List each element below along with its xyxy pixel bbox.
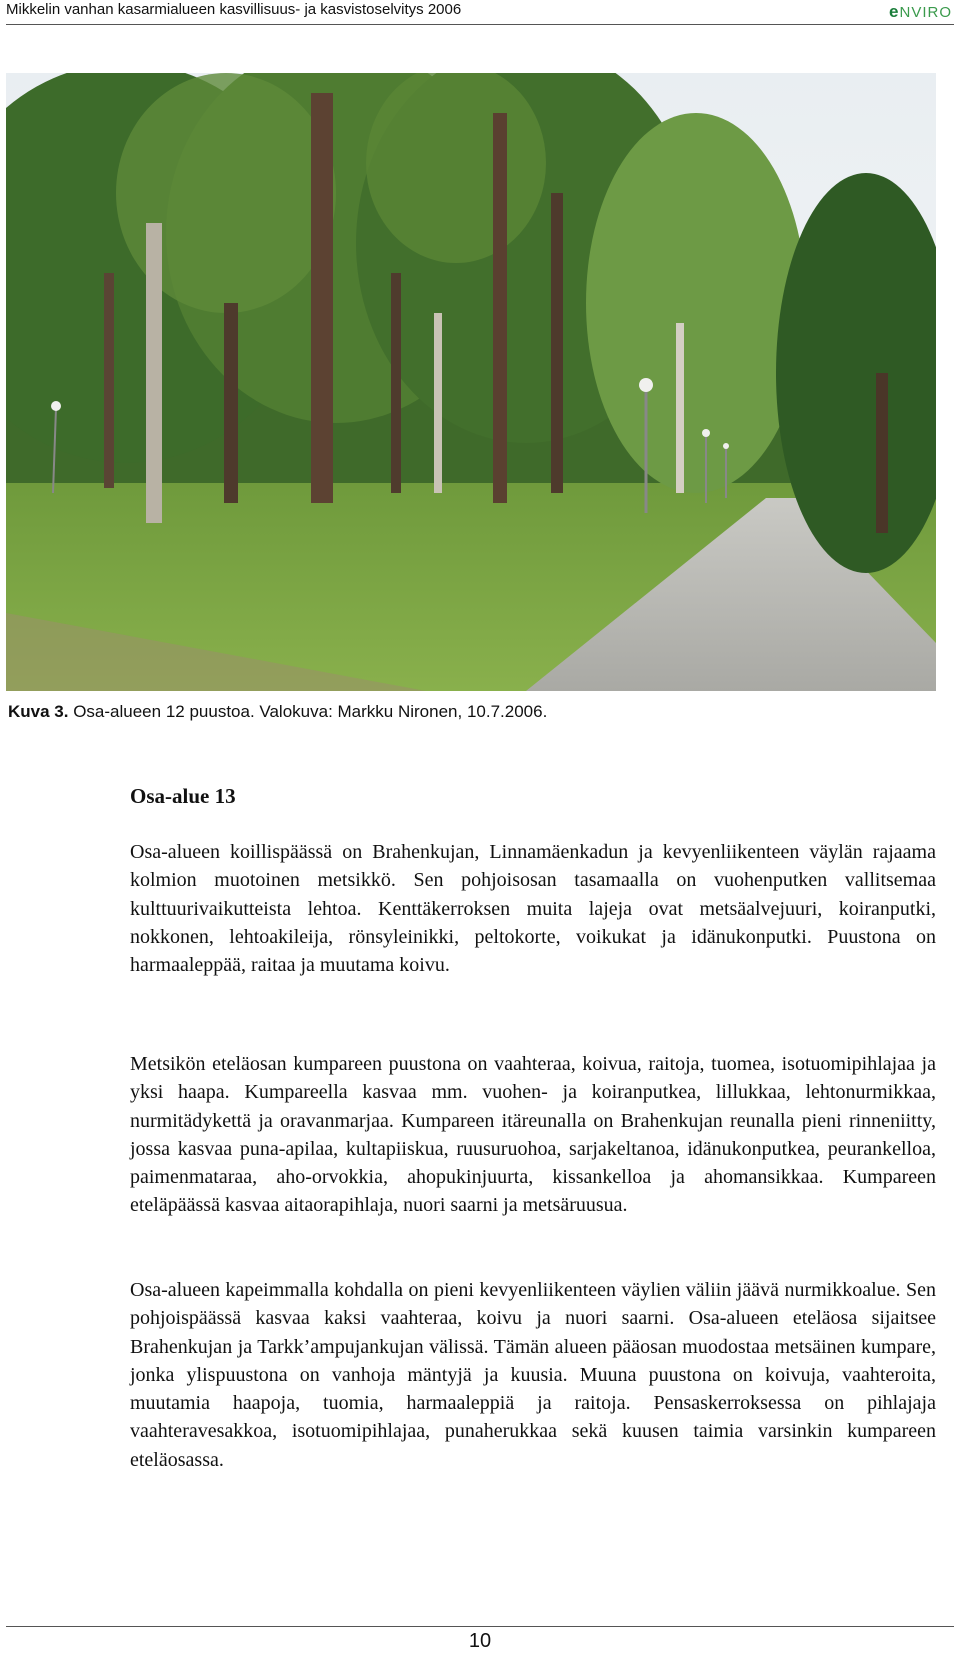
figure-caption xyxy=(8,702,547,722)
page-number: 10 xyxy=(468,1630,492,1652)
park-photo xyxy=(6,73,936,691)
paragraph-1: Osa-alueen koillispäässä on Brahenkujan, Linnamäenkadun ja kevyenliikenteen väylän rajaama kolmion muotoinen metsikkö. Sen pohjoisosan tasamaalla on vuohenputken vallitsemaa kulttuurivaikutteista lehtoa. Kenttäkerroksen muita lajeja ovat metsäalvejuuri, koiranputki, nokkonen, lehtoakileija, rönsyleinikki, peltokorte, voikukat ja idänukonputki. Puustona on harmaaleppää, raitaa ja muutama koivu. xyxy=(130,841,936,977)
footer-rule xyxy=(6,1626,954,1627)
caption-text: Osa-alueen 12 puustoa. Valokuva: Markku Nironen, 10.7.2006. xyxy=(68,702,548,721)
caption-label: Kuva 3. xyxy=(8,702,69,721)
paragraph-3: Osa-alueen kapeimmalla kohdalla on pieni kevyenliikenteen väylien väliin jäävä nurmikkoalue. Sen pohjoispäässä kasvaa kaksi vaahteraa, koivu ja nuori saarni. Osa-alueen eteläosa sijaitsee Brahenkujan ja Tarkk’ampujankujan välissä. Tämän alueen pääosan muodostaa metsäinen kumpare, jonka ylispuustona on vanhoja mäntyjä ja kuusia. Muuna puustona on koivuja, vaahteroita, muutamia haapoja, tuomia, harmaaleppiä ja raitoja. Pensaskerroksessa on pihlajaja vaahteravesakkoa, isotuomipihlajaa, punaherukkaa sekä kuusen taimia varsinkin kumpareen eteläosassa. xyxy=(130,1279,936,1471)
document-title: Mikkelin vanhan kasarmialueen kasvillisuus- ja kasvistoselvitys 2006 xyxy=(6,1,462,18)
page-header xyxy=(6,0,954,25)
section-title: Osa-alue 13 xyxy=(130,784,236,808)
enviro-logo: eNVIRO xyxy=(889,2,952,21)
paragraph-2: Metsikön eteläosan kumpareen puustona on vaahteraa, koivua, raitoja, tuomea, isotuomipihlajaa ja yksi haapa. Kumpareella kasvaa mm. vuohen- ja koiranputkea, lillukkaa, lehtonurmikkaa, nurmitädykettä ja oravanmarjaa. Kumpareen itäreunalla on Brahenkujan reunalla pieni rinneniitty, jossa kasvaa puna-apilaa, kultapiiskua, ruusuruohoa, sarjakeltanoa, idänukonputkea, peurankelloa, paimenmataraa, aho-orvokkia, ahopukinjuurta, kissankelloa ja ahomansikkaa. Kumpareen eteläpäässä kasvaa aitaorapihlaja, nuori saarni ja metsäruusua. xyxy=(130,1053,936,1217)
